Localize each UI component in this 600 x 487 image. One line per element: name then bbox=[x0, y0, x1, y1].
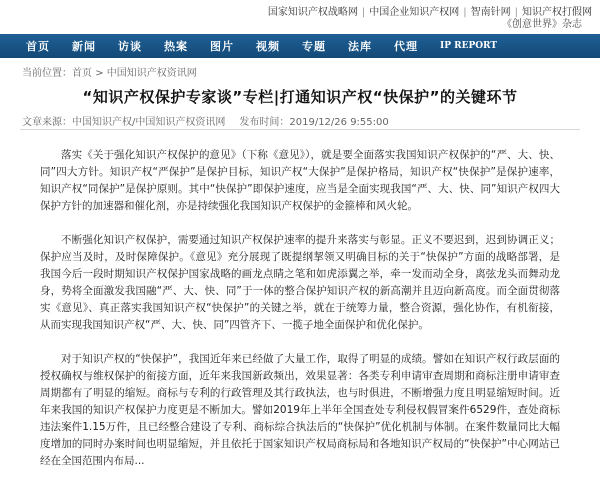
nav-news[interactable]: 新闻 bbox=[72, 40, 96, 53]
link-zhinanzhen[interactable]: 智南针网 bbox=[470, 7, 511, 18]
date-label: 发布时间： bbox=[239, 117, 290, 128]
article-paragraph: 不断强化知识产权保护，需要通过知识产权保护速率的提升来落实与彰显。正义不要迟到，迟到协调正义；保护应当及时，及时保障保护。《意见》充分展现了既提纲挈领又明确目标的关于“快保护”方面的战略部署，是我国今后一段时期知识产权保护国家战略的画龙点睛之笔和如虎添翼之举，牵一发而动全身，离弦龙头而舞动龙身，势将全面激发我国融“严、大、快、同”于一体的整合保护知识产权的新高潮并且迈向新高度。而全面贯彻落实《意见》、真正落实我国知识产权“快保护”的关键之举，就在于统筹力量，整合资源，强化协作，有机衔接，从而实现我国知识产权“严、大、快、同”四管齐下、一揽子地全面保护和优化保护。 bbox=[40, 234, 560, 331]
link-ip-anticounterfeit[interactable]: 知识产权打假网 bbox=[522, 7, 592, 18]
top-links-bar bbox=[0, 0, 600, 30]
article-date: 2019/12/26 9:55:00 bbox=[289, 117, 389, 128]
magazine-link[interactable]: 《创意世界》杂志 bbox=[502, 19, 582, 30]
article-paragraph: 落实《关于强化知识产权保护的意见》（下称《意见》），就是要全面落实我国知识产权保护的“严、大、快、同”四大方针。知识产权“严保护”是保护目标，知识产权“大保护”是保护格局，知识产权“快保护”是保护速率，知识产权“同保护”是保护原则。其中“快保护”即保护速度，应当是全面实现我国“严、大、快、同”知识产权四大保护方针的加速器和催化剂，亦是持续强化我国知识产权保护的金箍棒和风火轮。 bbox=[40, 149, 560, 212]
nav-topics[interactable]: 专题 bbox=[302, 40, 326, 53]
nav-agency[interactable]: 代理 bbox=[394, 40, 418, 53]
breadcrumb-separator: > bbox=[95, 68, 104, 79]
nav-video[interactable]: 视频 bbox=[256, 40, 280, 53]
article-title: “知识产权保护专家谈”专栏|打通知识产权“快保护”的关键环节 bbox=[82, 88, 518, 106]
title-divider bbox=[20, 129, 580, 130]
breadcrumb bbox=[22, 64, 197, 79]
breadcrumb-section[interactable]: 中国知识产权资讯网 bbox=[106, 68, 197, 79]
link-separator: | bbox=[514, 7, 518, 18]
article-source: 中国知识产权/中国知识产权资讯网 bbox=[72, 117, 226, 128]
article-body bbox=[40, 147, 560, 487]
breadcrumb-label: 当前位置： bbox=[22, 68, 72, 79]
article-meta bbox=[22, 113, 389, 128]
nav-law-library[interactable]: 法库 bbox=[348, 40, 372, 53]
article-paragraph: 对于知识产权的“快保护”，我国近年来已经做了大量工作，取得了明显的成绩。譬如在知识产权行政层面的授权确权与维权保护的衔接方面，近年来我国新政频出，效果显著：各类专利申请审查周期和商标注册申请审查周期都有了明显的缩短。商标与专利的行政管理及其行政执法，也与时俱进，不断增强力度且明显缩短时间。近年来我国的知识产权保护力度更是不断加大。譬如2019年上半年全国查处专利侵权假冒案件6529件，查处商标违法案件1.15万件，且已经整合建设了专利、商标综合执法后的“快保护”优化机制与体制。在案件数量同比大幅度增加的同时办案时间也明显缩短，并且依托于国家知识产权局商标局和各地知识产权局的“快保护”中心网站已经在全国范围内布局... bbox=[40, 353, 560, 467]
link-ip-strategy[interactable]: 国家知识产权战略网 bbox=[267, 7, 358, 18]
source-label: 文章来源： bbox=[22, 117, 72, 128]
main-nav bbox=[0, 34, 600, 58]
breadcrumb-home[interactable]: 首页 bbox=[72, 68, 92, 79]
nav-ip-report[interactable]: IP REPORT bbox=[440, 41, 498, 51]
link-separator: | bbox=[361, 7, 366, 18]
link-enterprise-ip[interactable]: 中国企业知识产权网 bbox=[369, 7, 460, 18]
nav-hot-cases[interactable]: 热案 bbox=[164, 40, 188, 53]
nav-interviews[interactable]: 访谈 bbox=[118, 40, 142, 53]
link-separator: | bbox=[463, 7, 467, 18]
nav-pictures[interactable]: 图片 bbox=[210, 40, 234, 53]
nav-home[interactable]: 首页 bbox=[26, 40, 50, 53]
